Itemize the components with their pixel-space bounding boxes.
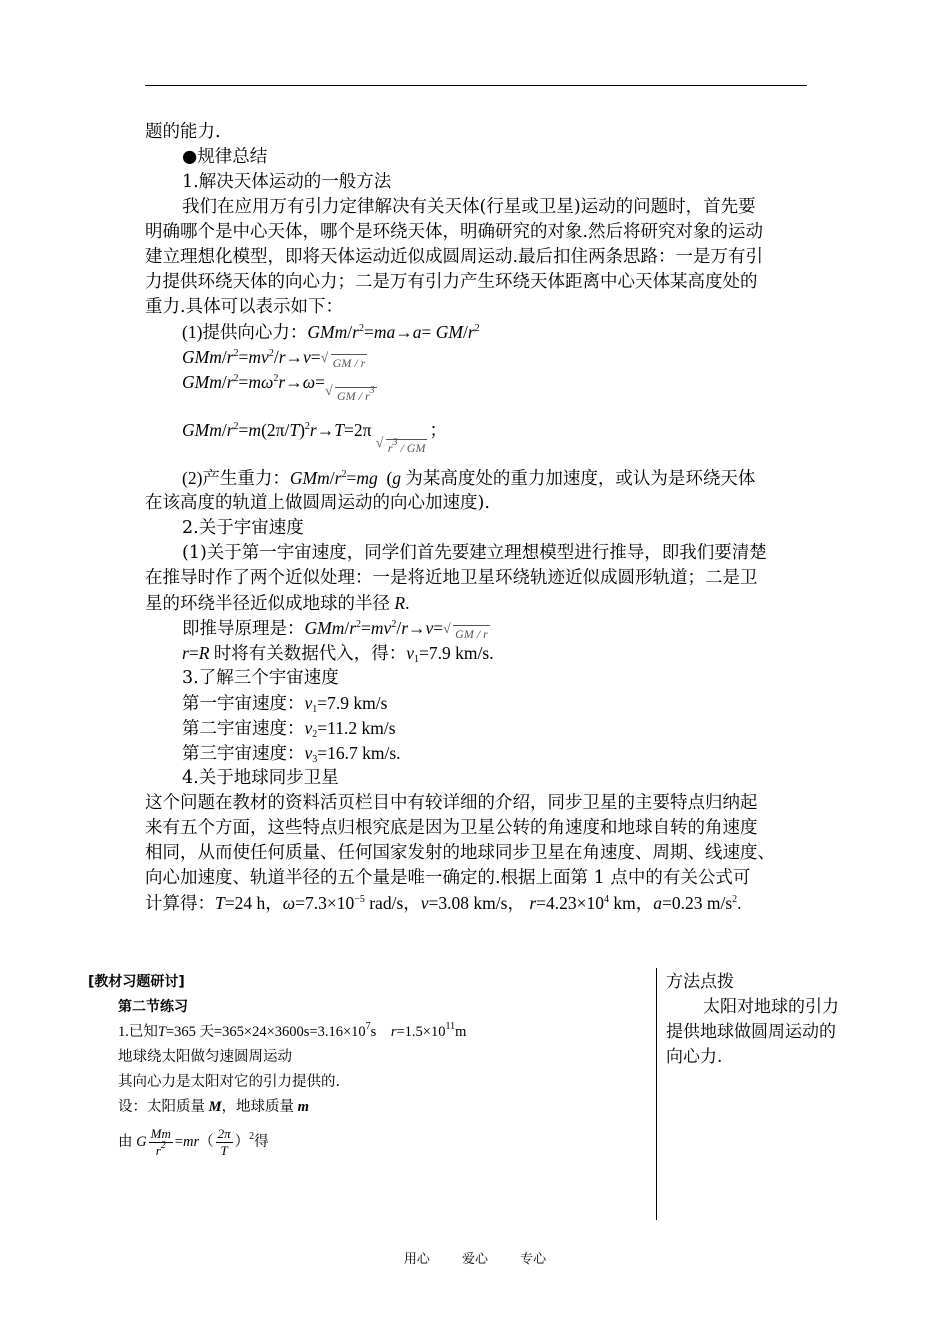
text-line: 题的能力. xyxy=(145,122,221,142)
sqrt-expression: √ $r^3$ / GM xyxy=(376,439,430,455)
text-line: 相同，从而使任何质量、任何国家发射的地球同步卫星在角速度、周期、线速度、 xyxy=(145,843,775,863)
speed-line: 第二宇宙速度：$v_2=11.2$ km/s xyxy=(182,718,396,740)
subheading: 4.关于地球同步卫星 xyxy=(182,768,339,788)
text-line: 我们在应用万有引力定律解决有关天体(行星或卫星)运动的问题时，首先要 xyxy=(182,197,756,217)
page-footer: 用心 爱心 专心 xyxy=(403,1252,547,1267)
sqrt-expression: √ GM / r xyxy=(443,625,492,641)
sqrt-expression: √ GM / $r^3$ xyxy=(325,387,379,403)
section-bullet-heading: ●规律总结 xyxy=(182,147,268,167)
text-line: 在该高度的轨道上做圆周运动的向心加速度). xyxy=(145,493,490,513)
text-line: 向心加速度、轨道半径的五个量是唯一确定的.根据上面第 1 点中的有关公式可 xyxy=(145,868,751,888)
text-line: 建立理想化模型，即将天体运动近似成圆周运动.最后扣住两条思路：一是万有引 xyxy=(145,247,764,267)
formula-line: GMm/$r^2=mv^2/r\to v=√$ GM / r xyxy=(145,345,807,370)
margin-note-line: 提供地球做圆周运动的 xyxy=(666,1022,836,1042)
text-line: (1)关于第一宇宙速度，同学们首先要建立理想模型进行推导，即我们要清楚 xyxy=(182,543,767,563)
formula-line: GMm/$r^2=m(2\pi/T)^2r\to T=2\pi$ √ $r^3$ / GM； xyxy=(145,408,807,462)
formula-line: 即推导原理是：GMm/$r^2=mv^2/r\to v=√$ GM / r xyxy=(145,616,807,641)
exercise-heading: [教材习题研讨] xyxy=(88,974,185,990)
text-line: 力提供环绕天体的向心力；二是万有引力产生环绕天体距离中心天体某高度处的 xyxy=(145,272,758,292)
subheading: 2.关于宇宙速度 xyxy=(182,518,304,538)
margin-note-line: 向心力. xyxy=(666,1047,723,1067)
main-text xyxy=(145,120,807,916)
text-line: 在推导时作了两个近似处理：一是将近地卫星环绕轨迹近似成圆形轨道；二是卫 xyxy=(145,568,758,588)
exercise-line: 1.已知T=365 天$=365\times 24\times 3600s=3.16\times 10^7s$ $r=1.5\times 10^{11}m$ xyxy=(118,1021,467,1040)
exercise-section-title: 第二节练习 xyxy=(118,999,188,1015)
formula-line: GMm/$r^2=m\omega^2r\to\omega=√$ GM / $r^3$ xyxy=(145,370,807,408)
text-line: 重力.具体可以表示如下： xyxy=(145,297,344,317)
exercise-line: 设：太阳质量 M，地球质量 m xyxy=(118,1099,309,1115)
formula-line: (1)提供向心力：GMm/$r^2=ma\to a= GM/r^2$ xyxy=(182,322,480,342)
sqrt-expression: √ GM / r xyxy=(321,354,370,370)
margin-note-title: 方法点拨 xyxy=(666,972,734,992)
header-rule xyxy=(145,85,807,86)
margin-note xyxy=(666,970,871,1070)
fraction: $\frac{2\pi}{T}$ xyxy=(217,1126,231,1158)
formula-line: (2)产生重力：GMm/$r^2=mg$ (g 为某高度处的重力加速度，或认为是环绕天体 xyxy=(182,468,756,488)
speed-line: 第一宇宙速度：$v_1=7.9$ km/s xyxy=(182,693,388,715)
column-divider xyxy=(656,968,657,1220)
exercise-line: 其向心力是太阳对它的引力提供的. xyxy=(118,1074,341,1090)
subheading: 1.解决天体运动的一般方法 xyxy=(182,172,392,192)
text-line: 明确哪个是中心天体，哪个是环绕天体，明确研究的对象.然后将研究对象的运动 xyxy=(145,222,764,242)
formula-label: (1)提供向心力： xyxy=(182,322,308,342)
fraction: $\frac{Mm}{r^2}$ xyxy=(150,1126,171,1158)
text-line: 星的环绕半径近似成地球的半径 R. xyxy=(145,593,410,613)
exercise-formula: 由 G $\frac{Mm}{r^2}$ =mr（ $\frac{2\pi}{T}$ ）$^2$得 xyxy=(118,1126,269,1158)
formula-line: r=R 时将有关数据代入，得：$v_1=7.9$ km/s. xyxy=(182,643,494,665)
margin-note-line: 太阳对地球的引力 xyxy=(703,997,839,1017)
exercise-column xyxy=(88,970,648,1170)
text-line: 这个问题在教材的资料活页栏目中有较详细的介绍，同步卫星的主要特点归纳起 xyxy=(145,793,758,813)
exercise-line: 地球绕太阳做匀速圆周运动 xyxy=(118,1049,292,1065)
formula-line: 计算得：T=24 h，$\omega=7.3\times 10^{-5}$ rad/s，v=3.08 km/s， $r=4.23\times 10^4$ km，a=0.23 $m/s^2$. xyxy=(145,893,742,913)
speed-line: 第三宇宙速度：$v_3=16.7$ km/s. xyxy=(182,743,401,765)
subheading: 3.了解三个宇宙速度 xyxy=(182,668,339,688)
text-line: 来有五个方面，这些特点归根究底是因为卫星公转的角速度和地球自转的角速度 xyxy=(145,818,758,838)
